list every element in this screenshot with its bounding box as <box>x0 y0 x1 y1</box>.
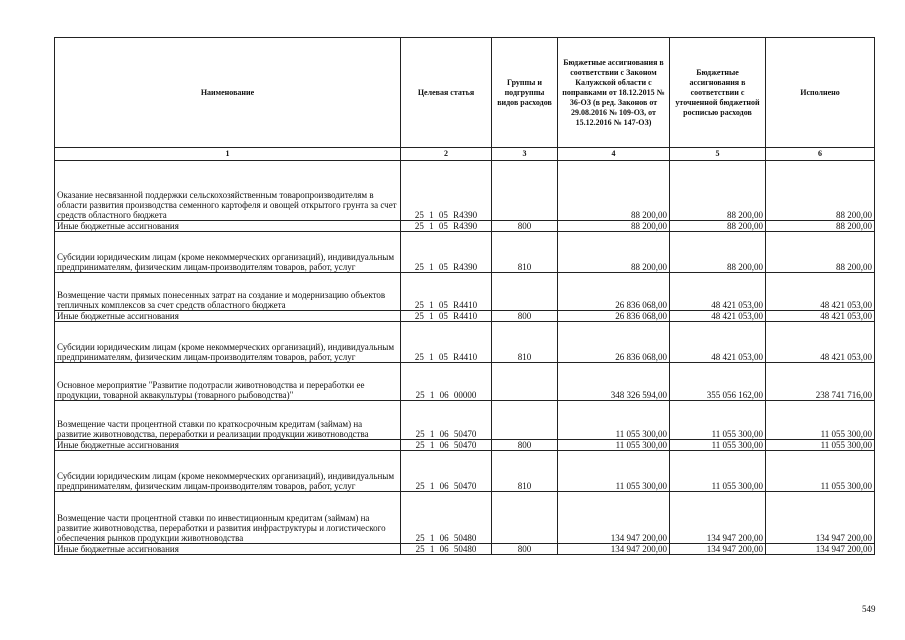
row-executed-amount: 134 947 200,00 <box>766 492 875 544</box>
row-target-code: 25 1 06 50470 <box>401 451 492 492</box>
row-executed-amount: 88 200,00 <box>766 221 875 232</box>
header-row <box>55 38 875 148</box>
row-executed-amount: 48 421 053,00 <box>766 311 875 322</box>
row-law-amount: 88 200,00 <box>558 232 670 273</box>
header-refined-allocations: Бюджетные ассигнования в соответствии с уточненной бюджетной росписью расходов <box>670 38 766 148</box>
header-law-allocations: Бюджетные ассигнования в соответствии с Законом Калужской области с поправками от 18.12.2015 № 36-ОЗ (в ред. Законов от 29.08.2016 № 109-ОЗ, от 15.12.2016 № 147-ОЗ) <box>558 38 670 148</box>
row-name: Возмещение части процентной ставки по краткосрочным кредитам (займам) на развитие животноводства, переработки и реализации продукции животноводства <box>55 401 401 440</box>
row-name: Оказание несвязанной поддержки сельскохозяйственным товаропроизводителям в области развития производства семенного картофеля и овощей открытого грунта за счет средств областного бюджета <box>55 161 401 221</box>
row-plan-amount: 48 421 053,00 <box>670 311 766 322</box>
row-name: Иные бюджетные ассигнования <box>55 311 401 322</box>
row-law-amount: 26 836 068,00 <box>558 322 670 363</box>
table-row <box>55 492 875 544</box>
row-target-code: 25 1 05 R4410 <box>401 273 492 311</box>
row-executed-amount: 238 741 716,00 <box>766 363 875 401</box>
row-plan-amount: 88 200,00 <box>670 221 766 232</box>
row-name: Иные бюджетные ассигнования <box>55 440 401 451</box>
row-plan-amount: 11 055 300,00 <box>670 451 766 492</box>
row-plan-amount: 134 947 200,00 <box>670 492 766 544</box>
row-target-code: 25 1 06 50480 <box>401 492 492 544</box>
row-target-code: 25 1 05 R4390 <box>401 232 492 273</box>
row-plan-amount: 355 056 162,00 <box>670 363 766 401</box>
table-row <box>55 273 875 311</box>
header-target-article: Целевая статья <box>401 38 492 148</box>
budget-table <box>54 37 875 555</box>
row-name: Субсидии юридическим лицам (кроме некоммерческих организаций), индивидуальным предпринимателям, физическим лицам-производителям товаров, работ, услуг <box>55 322 401 363</box>
header-executed: Исполнено <box>766 38 875 148</box>
row-name: Возмещение части прямых понесенных затрат на создание и модернизацию объектов тепличных комплексов за счет средств областного бюджета <box>55 273 401 311</box>
row-plan-amount: 48 421 053,00 <box>670 273 766 311</box>
row-target-code: 25 1 06 00000 <box>401 363 492 401</box>
row-target-code: 25 1 06 50470 <box>401 440 492 451</box>
row-law-amount: 134 947 200,00 <box>558 544 670 555</box>
row-executed-amount: 48 421 053,00 <box>766 322 875 363</box>
row-group: 810 <box>492 322 558 363</box>
table-row <box>55 401 875 440</box>
row-executed-amount: 11 055 300,00 <box>766 401 875 440</box>
table-row <box>55 322 875 363</box>
column-number: 2 <box>401 148 492 161</box>
row-plan-amount: 11 055 300,00 <box>670 401 766 440</box>
row-law-amount: 348 326 594,00 <box>558 363 670 401</box>
row-group <box>492 401 558 440</box>
table-row <box>55 161 875 221</box>
row-target-code: 25 1 05 R4410 <box>401 311 492 322</box>
row-target-code: 25 1 06 50470 <box>401 401 492 440</box>
row-group <box>492 492 558 544</box>
column-number: 1 <box>55 148 401 161</box>
row-group: 810 <box>492 232 558 273</box>
row-law-amount: 88 200,00 <box>558 161 670 221</box>
column-number-row <box>55 148 875 161</box>
column-number: 4 <box>558 148 670 161</box>
table-row <box>55 311 875 322</box>
table-row <box>55 451 875 492</box>
row-law-amount: 26 836 068,00 <box>558 311 670 322</box>
row-law-amount: 11 055 300,00 <box>558 451 670 492</box>
row-group: 800 <box>492 221 558 232</box>
row-group <box>492 161 558 221</box>
row-executed-amount: 11 055 300,00 <box>766 440 875 451</box>
row-target-code: 25 1 05 R4390 <box>401 221 492 232</box>
column-number: 5 <box>670 148 766 161</box>
page-number: 549 <box>862 604 876 614</box>
row-executed-amount: 11 055 300,00 <box>766 451 875 492</box>
row-plan-amount: 11 055 300,00 <box>670 440 766 451</box>
header-expense-groups: Группы и подгруппы видов расходов <box>492 38 558 148</box>
row-name: Основное мероприятие "Развитие подотрасли животноводства и переработки ее продукции, товарной аквакультуры (товарного рыбоводства)" <box>55 363 401 401</box>
table-row <box>55 363 875 401</box>
table-row <box>55 544 875 555</box>
row-group <box>492 273 558 311</box>
row-group: 800 <box>492 311 558 322</box>
row-plan-amount: 88 200,00 <box>670 232 766 273</box>
row-law-amount: 26 836 068,00 <box>558 273 670 311</box>
row-target-code: 25 1 05 R4410 <box>401 322 492 363</box>
row-group <box>492 363 558 401</box>
row-target-code: 25 1 05 R4390 <box>401 161 492 221</box>
row-name: Иные бюджетные ассигнования <box>55 544 401 555</box>
row-group: 800 <box>492 544 558 555</box>
row-plan-amount: 48 421 053,00 <box>670 322 766 363</box>
header-name: Наименование <box>55 38 401 148</box>
row-executed-amount: 48 421 053,00 <box>766 273 875 311</box>
table-row <box>55 232 875 273</box>
row-name: Субсидии юридическим лицам (кроме некоммерческих организаций), индивидуальным предпринимателям, физическим лицам-производителям товаров, работ, услуг <box>55 451 401 492</box>
row-plan-amount: 88 200,00 <box>670 161 766 221</box>
row-group: 810 <box>492 451 558 492</box>
row-name: Субсидии юридическим лицам (кроме некоммерческих организаций), индивидуальным предпринимателям, физическим лицам-производителям товаров, работ, услуг <box>55 232 401 273</box>
row-executed-amount: 88 200,00 <box>766 232 875 273</box>
table-row <box>55 221 875 232</box>
row-group: 800 <box>492 440 558 451</box>
row-name: Иные бюджетные ассигнования <box>55 221 401 232</box>
row-law-amount: 11 055 300,00 <box>558 401 670 440</box>
row-executed-amount: 88 200,00 <box>766 161 875 221</box>
row-law-amount: 88 200,00 <box>558 221 670 232</box>
table-row <box>55 440 875 451</box>
column-number: 6 <box>766 148 875 161</box>
column-number: 3 <box>492 148 558 161</box>
row-executed-amount: 134 947 200,00 <box>766 544 875 555</box>
row-law-amount: 11 055 300,00 <box>558 440 670 451</box>
row-name: Возмещение части процентной ставки по инвестиционным кредитам (займам) на развитие животноводства, переработки и развития инфраструктуры и логистического обеспечения рынков продукции животноводства <box>55 492 401 544</box>
row-plan-amount: 134 947 200,00 <box>670 544 766 555</box>
row-target-code: 25 1 06 50480 <box>401 544 492 555</box>
row-law-amount: 134 947 200,00 <box>558 492 670 544</box>
